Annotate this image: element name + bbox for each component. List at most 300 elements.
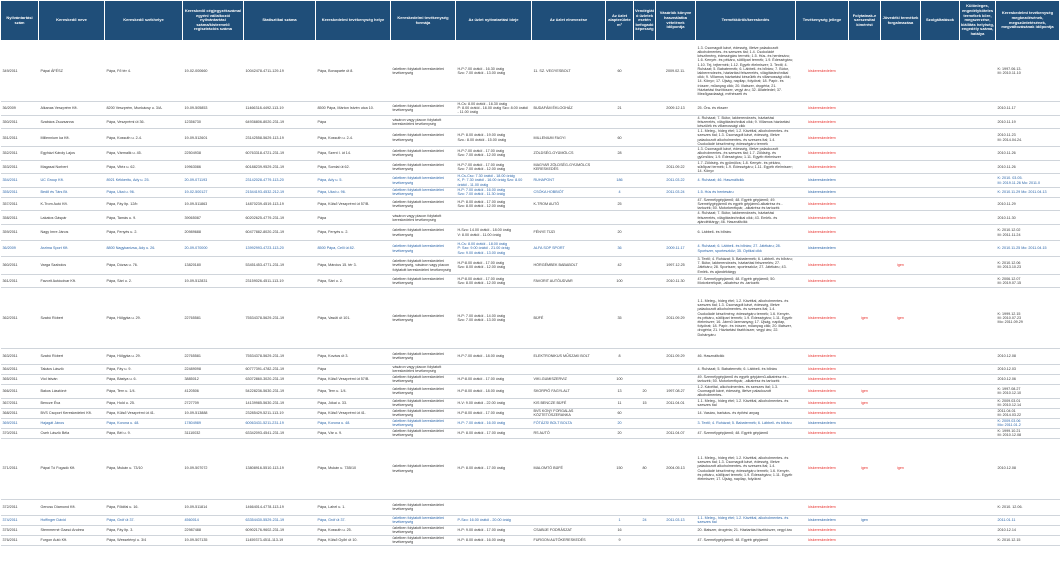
- shop-name-cell: FÓTÁZS! BOLT BOLTA: [532, 418, 606, 428]
- trade-location-cell: Pápa: [316, 211, 391, 225]
- special-goods-cell: [960, 499, 996, 515]
- alcohol-serving-cell: [849, 535, 881, 545]
- trade-location-cell: Pápa, Somlai út 62.: [316, 160, 391, 174]
- services-cell: [921, 348, 960, 364]
- product-categories-cell: 47. Személygépjármű; 48. Egyéb gépjármű: [696, 428, 796, 438]
- opening-hours-cell: H-Szo: 14.00 órától - 18.00 óráig V: 8.00 órától - 11.00 óráig: [456, 225, 532, 241]
- trader-seat-cell: Pápa, Fő tér 4.: [105, 41, 183, 102]
- trader-seat-cell: Pápa, Vármalik u. 45.: [105, 147, 183, 161]
- floor-area-cell: 35: [606, 287, 634, 348]
- shop-name-cell: ZÖLDSÉG-GYÜMÖLCS: [532, 147, 606, 161]
- table-row: [1, 287, 1060, 348]
- opening-hours-cell: H-Cs: 8.00 órától - 16.30 óráig P: 8.00 órától - 16.00 óráig Szo: 8.00 órától - 11.00 óráig: [456, 102, 532, 116]
- table-row: [1, 515, 1060, 525]
- alcohol-serving-cell: igen: [849, 515, 881, 525]
- special-goods-cell: [960, 398, 996, 408]
- trade-location-cell: Pápa, Mukán u. 73B/10: [316, 438, 391, 499]
- floor-area-cell: 16: [606, 525, 634, 535]
- excise-goods-cell: [881, 535, 921, 545]
- company-reg-number-cell: 19-09-505853: [183, 102, 244, 116]
- trader-seat-cell: Pápa, Korona u. 48.: [105, 418, 183, 428]
- opening-hours-cell: [456, 211, 532, 225]
- product-categories-cell: 1.1. Meleg-, hideg étel; 1.2. Kávéital, alkoholmentes- és szeszes ital: [696, 515, 796, 525]
- product-categories-cell: 47. Személygépjármű; 48. Egyéb gépjármű; 50. Motorkerékpár, -alkatrész és -tartozék: [696, 274, 796, 287]
- statistical-number-cell: 53451453-4771-231-19: [244, 257, 316, 275]
- floor-area-cell: 4: [606, 187, 634, 197]
- statistical-number-cell: 21544193-4532-212-19: [244, 187, 316, 197]
- statistical-number-cell: 13992993-4723-113-20: [244, 241, 316, 257]
- table-row: [1, 147, 1060, 161]
- trader-name-cell: Millennium ka Kft.: [39, 129, 105, 147]
- special-goods-cell: [960, 225, 996, 241]
- column-header: Kereskedő székhelye: [105, 1, 183, 41]
- shop-name-cell: FURGON AUTÓKERESKEDÉS: [532, 535, 606, 545]
- activity-type-cell: kiskereskedelem: [796, 41, 849, 102]
- activity-type-cell: kiskereskedelem: [796, 384, 849, 398]
- capacity-cell: 20: [634, 384, 656, 398]
- excise-goods-cell: [881, 398, 921, 408]
- column-header: Kereskedő cégjegyzékszáma/ egyéni vállalkozói nyilvántartási száma/kistermelő regisztrációs száma: [183, 1, 244, 41]
- trade-location-cell: Pápa, Szent I. út 14.: [316, 147, 391, 161]
- opening-hours-cell: [456, 364, 532, 374]
- floor-area-cell: 21: [606, 102, 634, 116]
- column-header: Az üzlet nyitvatartási ideje: [456, 1, 532, 41]
- activity-date-cell: 2010.12.08: [996, 348, 1060, 364]
- excise-goods-cell: [881, 241, 921, 257]
- excise-goods-cell: [881, 374, 921, 384]
- floor-area-cell: [606, 160, 634, 174]
- trade-location-cell: Pápa, Külső Győri út 10.: [316, 535, 391, 545]
- alcohol-serving-cell: [849, 428, 881, 438]
- excise-goods-cell: [881, 364, 921, 374]
- column-header: Az üzlet elnevezése: [532, 1, 606, 41]
- trade-form-cell: üzletben folytatott kereskedelmi tevékenység: [391, 225, 456, 241]
- trader-seat-cell: Pápa, Fáy ltp. 3.: [105, 525, 183, 535]
- trader-name-cell: Favorit Autóudvar Kft.: [39, 274, 105, 287]
- capacity-cell: [634, 364, 656, 374]
- company-reg-number-cell: 19-09-507135: [183, 535, 244, 545]
- trader-name-cell: UC Group Kft.: [39, 174, 105, 188]
- activity-date-cell: K: 2009.03.01 M: 2010.12.14: [996, 398, 1060, 408]
- trade-form-cell: üzletben folytatott kereskedelmi tevékenység: [391, 428, 456, 438]
- registration-number-cell: 371/2011: [1, 438, 39, 499]
- shop-name-cell: FAVORIT AUTÓUDVAR: [532, 274, 606, 287]
- table-row: [1, 257, 1060, 275]
- activity-date-cell: K: 1999.10.21 M: 2010.12.08: [996, 428, 1060, 438]
- alcohol-serving-cell: [849, 147, 881, 161]
- registration-number-cell: 362/2011: [1, 287, 39, 348]
- trade-location-cell: Pápa: [316, 115, 391, 129]
- registration-number-cell: 355/2011: [1, 187, 39, 197]
- statistical-number-cell: 14139985-5630-231-19: [244, 398, 316, 408]
- activity-date-cell: 2011.01.11: [996, 515, 1060, 525]
- special-goods-cell: [960, 147, 996, 161]
- capacity-cell: [634, 211, 656, 225]
- company-reg-number-cell: 19-09-507072: [183, 438, 244, 499]
- opening-hours-cell: H-P:8.00 órától - 17.00 óráig Szo: 8.00 órától - 12.00 óráig: [456, 257, 532, 275]
- registration-number-cell: 363/2011: [1, 348, 39, 364]
- services-cell: [921, 287, 960, 348]
- trade-location-cell: Pápa, Kossuth u. 25.: [316, 525, 391, 535]
- floor-area-cell: 60: [606, 41, 634, 102]
- table-row: [1, 41, 1060, 102]
- excise-goods-cell: [881, 147, 921, 161]
- complaint-book-date-cell: 2010.11.30: [656, 274, 696, 287]
- activity-date-cell: K: 1999.12.15 M: 2010.07.23 Mo: 2011.09.29: [996, 287, 1060, 348]
- activity-date-cell: 2010.12.03: [996, 364, 1060, 374]
- services-cell: [921, 147, 960, 161]
- services-cell: [921, 408, 960, 418]
- alcohol-serving-cell: [849, 257, 881, 275]
- registration-number-cell: 370/2011: [1, 428, 39, 438]
- product-categories-cell: 1.1. Meleg-, hideg étel; 1.2. Kávéital, alkoholmentes- és szeszes ital; 1.3. Csomagolt kávé, édesség, illetve palackozott alkoholmentes- és szeszes ital; 1.4. Csokoládé készítmény, édességáru termék: [696, 129, 796, 147]
- floor-area-cell: 100: [606, 374, 634, 384]
- activity-type-cell: kiskereskedelem: [796, 428, 849, 438]
- column-header: Kereskedő neve: [39, 1, 105, 41]
- activity-date-cell: K: 2010.12.06 M: 2013.10.23: [996, 257, 1060, 275]
- opening-hours-cell: H-P: 8.00 órától - 17.00 óráig: [456, 438, 532, 499]
- shop-name-cell: [532, 115, 606, 129]
- trader-seat-cell: Pápa, Wesselényi u. 3/4: [105, 535, 183, 545]
- complaint-book-date-cell: 2011.03.24: [656, 187, 696, 197]
- company-reg-number-cell: 19-09-511863: [183, 197, 244, 211]
- activity-type-cell: kiskereskedelem: [796, 348, 849, 364]
- capacity-cell: [634, 160, 656, 174]
- column-header: Kereskedelmi tevékenység formája: [391, 1, 456, 41]
- shop-name-cell: ELEKTRONIKUS MŰSZAKI BOLT: [532, 348, 606, 364]
- opening-hours-cell: H-P:8.00 órától - 17.00 óráig Szo: 8.00 órától - 12.00 óráig: [456, 274, 532, 287]
- complaint-book-date-cell: 2009.12.13: [656, 102, 696, 116]
- table-row: [1, 174, 1060, 188]
- activity-date-cell: 2011.04.01 M: 2014.03.22: [996, 408, 1060, 418]
- trader-name-cell: Cseh László Béla: [39, 428, 105, 438]
- special-goods-cell: [960, 41, 996, 102]
- alcohol-serving-cell: [849, 197, 881, 211]
- statistical-number-cell: 60763318-4721-231-19: [244, 147, 316, 161]
- company-reg-number-cell: 19-02-000660: [183, 41, 244, 102]
- special-goods-cell: [960, 274, 996, 287]
- services-cell: [921, 241, 960, 257]
- shop-name-cell: BUDAFÁM ÉKLOGHÁZ: [532, 102, 606, 116]
- services-cell: [921, 197, 960, 211]
- trader-seat-cell: Pápa, Gróf út 37.: [105, 515, 183, 525]
- capacity-cell: 15: [634, 398, 656, 408]
- trade-form-cell: vásáron vagy piacon folytatott kereskedelmi tevékenység: [391, 115, 456, 129]
- product-categories-cell: 1.7. Zöldség- és gyümölcs; 1.8. Kenyér- és pékáru, sütőipari termék; 1.9. Édességáru; 1.11. Egyéb élelmiszer; 14. Könyv: [696, 160, 796, 174]
- opening-hours-cell: H-V: 9.00 órától - 22.00 óráig: [456, 398, 532, 408]
- services-cell: [921, 129, 960, 147]
- registration-number-cell: 368/2011: [1, 408, 39, 418]
- trade-form-cell: üzletben folytatott kereskedelmi tevékenység: [391, 147, 456, 161]
- statistical-number-cell: 23285429-5211-113-19: [244, 408, 316, 418]
- statistical-number-cell: 14870239-4519-113-19: [244, 197, 316, 211]
- floor-area-cell: 60: [606, 129, 634, 147]
- services-cell: [921, 374, 960, 384]
- special-goods-cell: [960, 535, 996, 545]
- registration-number-cell: 353/2011: [1, 160, 39, 174]
- opening-hours-cell: H-P: 8.00 órától - 16.00 óráig: [456, 535, 532, 545]
- special-goods-cell: [960, 197, 996, 211]
- table-row: [1, 115, 1060, 129]
- capacity-cell: [634, 348, 656, 364]
- product-categories-cell: 4. Ruházat; 6. Lábbeli- és bőráru; 27. Játékáru; 28. Sportszer, sporteszköz; 35. Optikai cikk: [696, 241, 796, 257]
- shop-name-cell: FÉNYE TÜZI: [532, 225, 606, 241]
- alcohol-serving-cell: [849, 187, 881, 197]
- shop-name-cell: RS AUTÓ: [532, 428, 606, 438]
- table-row: [1, 225, 1060, 241]
- trader-seat-cell: Pápa, Tern u. 1/4.: [105, 384, 183, 398]
- trader-name-cell: Viol István: [39, 374, 105, 384]
- activity-type-cell: kiskereskedelem: [796, 187, 849, 197]
- statistical-number-cell: 75534378-5629-231-19: [244, 287, 316, 348]
- opening-hours-cell: H-P: 8.00 órától - 17.00 óráig Szo: 8.00 órától - 12.00 óráig: [456, 197, 532, 211]
- excise-goods-cell: [881, 160, 921, 174]
- company-reg-number-cell: 20-09-071193: [183, 174, 244, 188]
- special-goods-cell: [960, 102, 996, 116]
- excise-goods-cell: [881, 211, 921, 225]
- shop-name-cell: 11. SZ. VEGYESBOLT: [532, 41, 606, 102]
- excise-goods-cell: [881, 515, 921, 525]
- trader-seat-cell: 8200 Veszprém, Munkácsy u. 3/A.: [105, 102, 183, 116]
- services-cell: [921, 535, 960, 545]
- company-reg-number-cell: 19-09-511814: [183, 499, 244, 515]
- alcohol-serving-cell: [849, 364, 881, 374]
- table-row: [1, 197, 1060, 211]
- complaint-book-date-cell: 2011.03.22: [656, 174, 696, 188]
- activity-date-cell: 2010.12.14: [996, 525, 1060, 535]
- company-reg-number-cell: 31110032: [183, 428, 244, 438]
- services-cell: [921, 102, 960, 116]
- capacity-cell: [634, 115, 656, 129]
- company-reg-number-cell: 22987488: [183, 525, 244, 535]
- activity-type-cell: kiskereskedelem: [796, 525, 849, 535]
- services-cell: [921, 115, 960, 129]
- registration-number-cell: 375/2011: [1, 525, 39, 535]
- shop-name-cell: MILLENIUM FAGYI: [532, 129, 606, 147]
- activity-type-cell: kiskereskedelem: [796, 535, 849, 545]
- trade-location-cell: Pápa, Jókai u. 33.: [316, 398, 391, 408]
- alcohol-serving-cell: [849, 241, 881, 257]
- trader-name-cell: Varga Szabolcs: [39, 257, 105, 275]
- opening-hours-cell: H-P:8.00 órától - 17.00 óráig: [456, 408, 532, 418]
- complaint-book-date-cell: 2011.09.29: [656, 287, 696, 348]
- table-row: [1, 364, 1060, 374]
- product-categories-cell: 46. Használtcikk: [696, 348, 796, 364]
- capacity-cell: [634, 287, 656, 348]
- opening-hours-cell: H-P:7.00 órától - 16.30 óráig Szo: 7.00 órától - 13.00 óráig: [456, 41, 532, 102]
- capacity-cell: [634, 187, 656, 197]
- complaint-book-date-cell: [656, 499, 696, 515]
- alcohol-serving-cell: igen: [849, 384, 881, 398]
- opening-hours-cell: [456, 499, 532, 515]
- capacity-cell: [634, 525, 656, 535]
- activity-date-cell: K: 1997.06.13. M: 2010.11.10: [996, 41, 1060, 102]
- statistical-number-cell: 63342093-4541-231-19: [244, 428, 316, 438]
- complaint-book-date-cell: [656, 147, 696, 161]
- activity-date-cell: 2010.11.30: [996, 211, 1060, 225]
- capacity-cell: [634, 225, 656, 241]
- company-reg-number-cell: 2727709: [183, 398, 244, 408]
- trader-seat-cell: 8921 Kékkeritu, Ady u. 25.: [105, 174, 183, 188]
- excise-goods-cell: [881, 129, 921, 147]
- capacity-cell: [634, 147, 656, 161]
- alcohol-serving-cell: [849, 41, 881, 102]
- column-header: Jövedéki termékek forgalmazása: [881, 1, 921, 41]
- complaint-book-date-cell: [656, 364, 696, 374]
- trader-seat-cell: Pápa, Bél u. 9.: [105, 428, 183, 438]
- trader-seat-cell: Pápa, Mukán u. 73/10: [105, 438, 183, 499]
- complaint-book-date-cell: 2009.11.17: [656, 241, 696, 257]
- capacity-cell: 24: [634, 515, 656, 525]
- company-reg-number-cell: 19963086: [183, 160, 244, 174]
- statistical-number-cell: 64936806-8020-231-19: [244, 115, 316, 129]
- special-goods-cell: [960, 115, 996, 129]
- shop-name-cell: VIKI-GUMISZERVIZ: [532, 374, 606, 384]
- statistical-number-cell: 11466318-4492-113-19: [244, 102, 316, 116]
- trade-form-cell: üzletben folytatott kereskedelmi tevékenység: [391, 41, 456, 102]
- table-row: [1, 438, 1060, 499]
- table-row: [1, 499, 1060, 515]
- trade-form-cell: üzletben folytatott kereskedelmi tevékenység: [391, 438, 456, 499]
- services-cell: [921, 174, 960, 188]
- table-row: [1, 398, 1060, 408]
- floor-area-cell: 25: [606, 197, 634, 211]
- alcohol-serving-cell: [849, 274, 881, 287]
- floor-area-cell: 60: [606, 408, 634, 418]
- complaint-book-date-cell: [656, 211, 696, 225]
- complaint-book-date-cell: 1997.12.25: [656, 257, 696, 275]
- trader-name-cell: K-Trom Autó Kft.: [39, 197, 105, 211]
- registration-number-cell: 36/2009: [1, 241, 39, 257]
- registration-number-cell: 357/2011: [1, 197, 39, 211]
- registration-number-cell: 364/2011: [1, 364, 39, 374]
- trade-form-cell: üzletben folytatott kereskedelmi tevékenység: [391, 197, 456, 211]
- column-header: Kereskedelmi tevékenység megkezdésének, megszüntetésének, megváltozásának időpontja: [996, 1, 1060, 41]
- trade-location-cell: Pápa, Ady u. 5.: [316, 174, 391, 188]
- trade-location-cell: Pápa, Külső Veszprémi út 41.: [316, 408, 391, 418]
- floor-area-cell: [606, 499, 634, 515]
- complaint-book-date-cell: [656, 418, 696, 428]
- product-categories-cell: 47. Személygépjármű; 48. Egyéb gépjármű: [696, 535, 796, 545]
- trader-name-cell: Hoffinger Dávid: [39, 515, 105, 525]
- complaint-book-date-cell: [656, 225, 696, 241]
- special-goods-cell: [960, 418, 996, 428]
- excise-goods-cell: [881, 428, 921, 438]
- statistical-number-cell: 60777391-4782-231-19: [244, 364, 316, 374]
- capacity-cell: [634, 408, 656, 418]
- trader-seat-cell: Pápa, Tamás u. 9.: [105, 211, 183, 225]
- statistical-number-cell: 60202625-4779-231-19: [244, 211, 316, 225]
- table-row: [1, 129, 1060, 147]
- activity-type-cell: kiskereskedelem: [796, 398, 849, 408]
- registration-number-cell: 358/2011: [1, 211, 39, 225]
- trader-seat-cell: Pápa, Földfai u. 16.: [105, 499, 183, 515]
- product-categories-cell: 1.1. Meleg-, hideg étel; 1.2. Kávéital, alkoholmentes- és szeszes ital: [696, 398, 796, 408]
- opening-hours-cell: H-P: 9.00 órától - 17.00 óráig: [456, 525, 532, 535]
- trade-form-cell: üzletben folytatott kereskedelmi tevékenység: [391, 274, 456, 287]
- opening-hours-cell: H-Cs: 8.00 órától - 18.00 óráig P: Szo: 9.00 órától - 21.00 óráig Szo: 9.00 órától - 13.00 óráig: [456, 241, 532, 257]
- excise-goods-cell: [881, 187, 921, 197]
- opening-hours-cell: H-P: 7.00 órától - 14.00 óráig Szo: 7.00 órától - 13.00 óráig: [456, 287, 532, 348]
- trade-location-cell: Pápa, Tern u. 1/4.: [316, 384, 391, 398]
- trader-name-cell: Szabó Róbert: [39, 287, 105, 348]
- column-header: Kereskedelmi tevékenység helye: [316, 1, 391, 41]
- alcohol-serving-cell: [849, 102, 881, 116]
- special-goods-cell: [960, 438, 996, 499]
- registration-number-cell: 349/2011: [1, 41, 39, 102]
- services-cell: [921, 418, 960, 428]
- floor-area-cell: [606, 115, 634, 129]
- registration-number-cell: 369/2011: [1, 418, 39, 428]
- product-categories-cell: 1.5. Hús és hentesáru: [696, 187, 796, 197]
- services-cell: [921, 384, 960, 398]
- trade-form-cell: üzletben folytatott kereskedelmi tevékenység: [391, 535, 456, 545]
- trade-form-cell: üzletben folytatott kereskedelmi tevékenység, vásáron vagy piacon folytatott kereskedelmi tevékenység: [391, 257, 456, 275]
- activity-type-cell: kiskereskedelem: [796, 211, 849, 225]
- trade-form-cell: üzletben folytatott kereskedelmi tevékenység: [391, 384, 456, 398]
- trader-name-cell: Szabács Zsuzsanna: [39, 115, 105, 129]
- capacity-cell: [634, 274, 656, 287]
- company-reg-number-cell: 22765581: [183, 348, 244, 364]
- complaint-book-date-cell: 1997.08.27: [656, 384, 696, 398]
- trader-name-cell: Pápai ÁFÉSZ: [39, 41, 105, 102]
- trade-form-cell: üzletben folytatott kereskedelmi tevékenység: [391, 187, 456, 197]
- trade-location-cell: Pápa, Lahel u. 1.: [316, 499, 391, 515]
- alcohol-serving-cell: [849, 211, 881, 225]
- header-row: [1, 1, 1060, 41]
- company-reg-number-cell: 19-02-500127: [183, 187, 244, 197]
- table-row: [1, 274, 1060, 287]
- trader-name-cell: Alkanas Veszprém Kft.: [39, 102, 105, 116]
- activity-type-cell: kiskereskedelem: [796, 115, 849, 129]
- product-categories-cell: 1.3. Csomagolt kávé, édesség, illetve palackozott alkoholmentes- és szeszes ital; 1.7. Zöldség- és gyümölcs; 1.9. Édességáru; 1.11. Egyéb élelmiszer: [696, 147, 796, 161]
- shop-name-cell: ALFA SOP SPORT: [532, 241, 606, 257]
- special-goods-cell: [960, 241, 996, 257]
- special-goods-cell: [960, 428, 996, 438]
- complaint-book-date-cell: [656, 525, 696, 535]
- complaint-book-date-cell: [656, 115, 696, 129]
- statistical-number-cell: 10042478-4711-129-19: [244, 41, 316, 102]
- activity-type-cell: kiskereskedelem: [796, 257, 849, 275]
- trader-seat-cell: Pápa, Külső Veszprémi út 41.: [105, 408, 183, 418]
- floor-area-cell: 100: [606, 274, 634, 287]
- trader-seat-cell: Pápa, Hold u. 25.: [105, 398, 183, 408]
- registration-number-cell: 359/2011: [1, 225, 39, 241]
- registration-number-cell: 36/2009: [1, 102, 39, 116]
- activity-type-cell: kiskereskedelem: [796, 147, 849, 161]
- activity-type-cell: kiskereskedelem: [796, 160, 849, 174]
- services-cell: [921, 257, 960, 275]
- company-reg-number-cell: 13820180: [183, 257, 244, 275]
- alcohol-serving-cell: [849, 129, 881, 147]
- complaint-book-date-cell: 2011.03.13: [656, 515, 696, 525]
- statistical-number-cell: 23142558-5629-113-19: [244, 129, 316, 147]
- statistical-number-cell: 14664014-4778-113-19: [244, 499, 316, 515]
- excise-goods-cell: [881, 225, 921, 241]
- registration-number-cell: 365/2011: [1, 374, 39, 384]
- activity-type-cell: kiskereskedelem: [796, 102, 849, 116]
- shop-name-cell: RUHAPONT: [532, 174, 606, 188]
- capacity-cell: [634, 257, 656, 275]
- trader-seat-cell: Pápa, Fáy ltp. 12/b: [105, 197, 183, 211]
- services-cell: [921, 364, 960, 374]
- excise-goods-cell: [881, 274, 921, 287]
- shop-name-cell: [532, 515, 606, 525]
- floor-area-cell: 28: [606, 147, 634, 161]
- trader-seat-cell: 8800 Nagykanizsa, Ady u. 26.: [105, 241, 183, 257]
- alcohol-serving-cell: [849, 374, 881, 384]
- table-row: [1, 211, 1060, 225]
